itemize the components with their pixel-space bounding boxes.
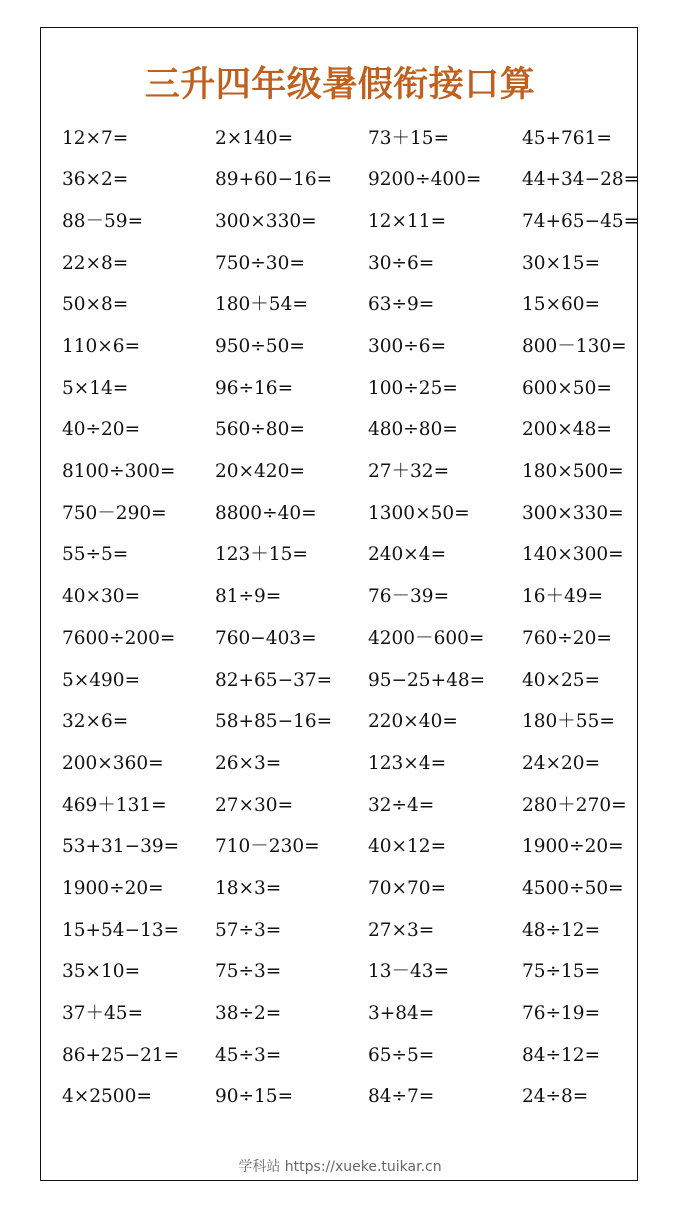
- arithmetic-problem: 469＋131=: [62, 794, 167, 816]
- arithmetic-problem: 220×40=: [368, 711, 458, 733]
- arithmetic-problem: 760−403=: [215, 627, 317, 649]
- arithmetic-problem: 82+65−37=: [215, 669, 333, 691]
- arithmetic-problem: 32×6=: [62, 711, 129, 733]
- arithmetic-problem: 45÷3=: [215, 1044, 282, 1066]
- arithmetic-problem: 12×7=: [62, 127, 129, 149]
- arithmetic-problem: 27＋32=: [368, 461, 450, 483]
- arithmetic-problem: 2×140=: [215, 127, 294, 149]
- problem-row: [62, 1077, 642, 1119]
- arithmetic-problem: 800－130=: [522, 336, 627, 358]
- arithmetic-problem: 88－59=: [62, 210, 144, 232]
- problem-row: [62, 326, 642, 368]
- arithmetic-problem: 96÷16=: [215, 377, 294, 399]
- problem-row: [62, 285, 642, 327]
- arithmetic-problem: 70×70=: [368, 877, 447, 899]
- arithmetic-problem: 750÷30=: [215, 252, 305, 274]
- problem-row: [62, 993, 642, 1035]
- arithmetic-problem: 32÷4=: [368, 794, 435, 816]
- arithmetic-problem: 110×6=: [62, 336, 141, 358]
- arithmetic-problem: 55÷5=: [62, 544, 129, 566]
- arithmetic-problem: 7600÷200=: [62, 627, 176, 649]
- arithmetic-problem: 86+25−21=: [62, 1044, 180, 1066]
- arithmetic-problem: 123＋15=: [215, 544, 308, 566]
- arithmetic-problem: 1900÷20=: [522, 836, 624, 858]
- arithmetic-problem: 240×4=: [368, 544, 447, 566]
- footer-watermark: 学科站 https://xueke.tuikar.cn: [238, 1159, 442, 1175]
- problem-grid: [62, 118, 642, 1119]
- arithmetic-problem: 45+761=: [522, 127, 612, 149]
- arithmetic-problem: 1900÷20=: [62, 877, 164, 899]
- problem-row: [62, 702, 642, 744]
- problem-row: [62, 535, 642, 577]
- arithmetic-problem: 4×2500=: [62, 1086, 152, 1108]
- arithmetic-problem: 5×490=: [62, 669, 141, 691]
- arithmetic-problem: 600×50=: [522, 377, 612, 399]
- arithmetic-problem: 15+54−13=: [62, 919, 180, 941]
- arithmetic-problem: 30×15=: [522, 252, 601, 274]
- arithmetic-problem: 710－230=: [215, 836, 320, 858]
- problem-row: [62, 910, 642, 952]
- arithmetic-problem: 300×330=: [522, 502, 624, 524]
- arithmetic-problem: 84÷7=: [368, 1086, 435, 1108]
- arithmetic-problem: 16＋49=: [522, 586, 604, 608]
- problem-row: [62, 618, 642, 660]
- problem-row: [62, 201, 642, 243]
- problem-row: [62, 118, 642, 160]
- arithmetic-problem: 26×3=: [215, 752, 282, 774]
- arithmetic-problem: 200×360=: [62, 752, 164, 774]
- arithmetic-problem: 18×3=: [215, 877, 282, 899]
- arithmetic-problem: 760÷20=: [522, 627, 612, 649]
- arithmetic-problem: 84÷12=: [522, 1044, 601, 1066]
- arithmetic-problem: 1300×50=: [368, 502, 470, 524]
- arithmetic-problem: 48÷12=: [522, 919, 601, 941]
- arithmetic-problem: 50×8=: [62, 294, 129, 316]
- arithmetic-problem: 44+34−28=: [522, 169, 640, 191]
- arithmetic-problem: 76÷19=: [522, 1003, 601, 1025]
- arithmetic-problem: 100÷25=: [368, 377, 458, 399]
- arithmetic-problem: 200×48=: [522, 419, 612, 441]
- arithmetic-problem: 75÷15=: [522, 961, 601, 983]
- arithmetic-problem: 40×25=: [522, 669, 601, 691]
- arithmetic-problem: 40÷20=: [62, 419, 141, 441]
- arithmetic-problem: 57÷3=: [215, 919, 282, 941]
- problem-row: [62, 660, 642, 702]
- problem-row: [62, 243, 642, 285]
- arithmetic-problem: 37＋45=: [62, 1003, 144, 1025]
- arithmetic-problem: 30÷6=: [368, 252, 435, 274]
- arithmetic-problem: 280＋270=: [522, 794, 627, 816]
- arithmetic-problem: 180＋54=: [215, 294, 308, 316]
- arithmetic-problem: 95−25+48=: [368, 669, 486, 691]
- arithmetic-problem: 27×30=: [215, 794, 294, 816]
- arithmetic-problem: 20×420=: [215, 461, 305, 483]
- arithmetic-problem: 40×30=: [62, 586, 141, 608]
- arithmetic-problem: 58+85−16=: [215, 711, 333, 733]
- arithmetic-problem: 300÷6=: [368, 336, 447, 358]
- arithmetic-problem: 300×330=: [215, 210, 317, 232]
- arithmetic-problem: 750－290=: [62, 502, 167, 524]
- arithmetic-problem: 40×12=: [368, 836, 447, 858]
- problem-row: [62, 743, 642, 785]
- arithmetic-problem: 36×2=: [62, 169, 129, 191]
- arithmetic-problem: 15×60=: [522, 294, 601, 316]
- arithmetic-problem: 123×4=: [368, 752, 447, 774]
- arithmetic-problem: 24×20=: [522, 752, 601, 774]
- arithmetic-problem: 560÷80=: [215, 419, 305, 441]
- arithmetic-problem: 13－43=: [368, 961, 450, 983]
- arithmetic-problem: 4200－600=: [368, 627, 485, 649]
- arithmetic-problem: 480÷80=: [368, 419, 458, 441]
- problem-row: [62, 452, 642, 494]
- arithmetic-problem: 24÷8=: [522, 1086, 589, 1108]
- problem-row: [62, 868, 642, 910]
- arithmetic-problem: 75÷3=: [215, 961, 282, 983]
- arithmetic-problem: 65÷5=: [368, 1044, 435, 1066]
- problem-row: [62, 952, 642, 994]
- arithmetic-problem: 12×11=: [368, 210, 447, 232]
- problem-row: [62, 827, 642, 869]
- arithmetic-problem: 180×500=: [522, 461, 624, 483]
- arithmetic-problem: 53+31−39=: [62, 836, 180, 858]
- problem-row: [62, 368, 642, 410]
- problem-row: [62, 1035, 642, 1077]
- arithmetic-problem: 8100÷300=: [62, 461, 176, 483]
- arithmetic-problem: 180＋55=: [522, 711, 615, 733]
- arithmetic-problem: 81÷9=: [215, 586, 282, 608]
- arithmetic-problem: 90÷15=: [215, 1086, 294, 1108]
- problem-row: [62, 577, 642, 619]
- arithmetic-problem: 73＋15=: [368, 127, 450, 149]
- arithmetic-problem: 140×300=: [522, 544, 624, 566]
- arithmetic-problem: 3+84=: [368, 1003, 435, 1025]
- arithmetic-problem: 8800÷40=: [215, 502, 317, 524]
- problem-row: [62, 410, 642, 452]
- arithmetic-problem: 74+65−45=: [522, 210, 640, 232]
- arithmetic-problem: 27×3=: [368, 919, 435, 941]
- arithmetic-problem: 4500÷50=: [522, 877, 624, 899]
- arithmetic-problem: 38÷2=: [215, 1003, 282, 1025]
- arithmetic-problem: 63÷9=: [368, 294, 435, 316]
- problem-row: [62, 160, 642, 202]
- arithmetic-problem: 35×10=: [62, 961, 141, 983]
- worksheet-title: 三升四年级暑假衔接口算: [144, 65, 536, 105]
- arithmetic-problem: 5×14=: [62, 377, 129, 399]
- arithmetic-problem: 76－39=: [368, 586, 450, 608]
- arithmetic-problem: 89+60−16=: [215, 169, 333, 191]
- problem-row: [62, 493, 642, 535]
- problem-row: [62, 785, 642, 827]
- arithmetic-problem: 22×8=: [62, 252, 129, 274]
- arithmetic-problem: 9200÷400=: [368, 169, 482, 191]
- arithmetic-problem: 950÷50=: [215, 336, 305, 358]
